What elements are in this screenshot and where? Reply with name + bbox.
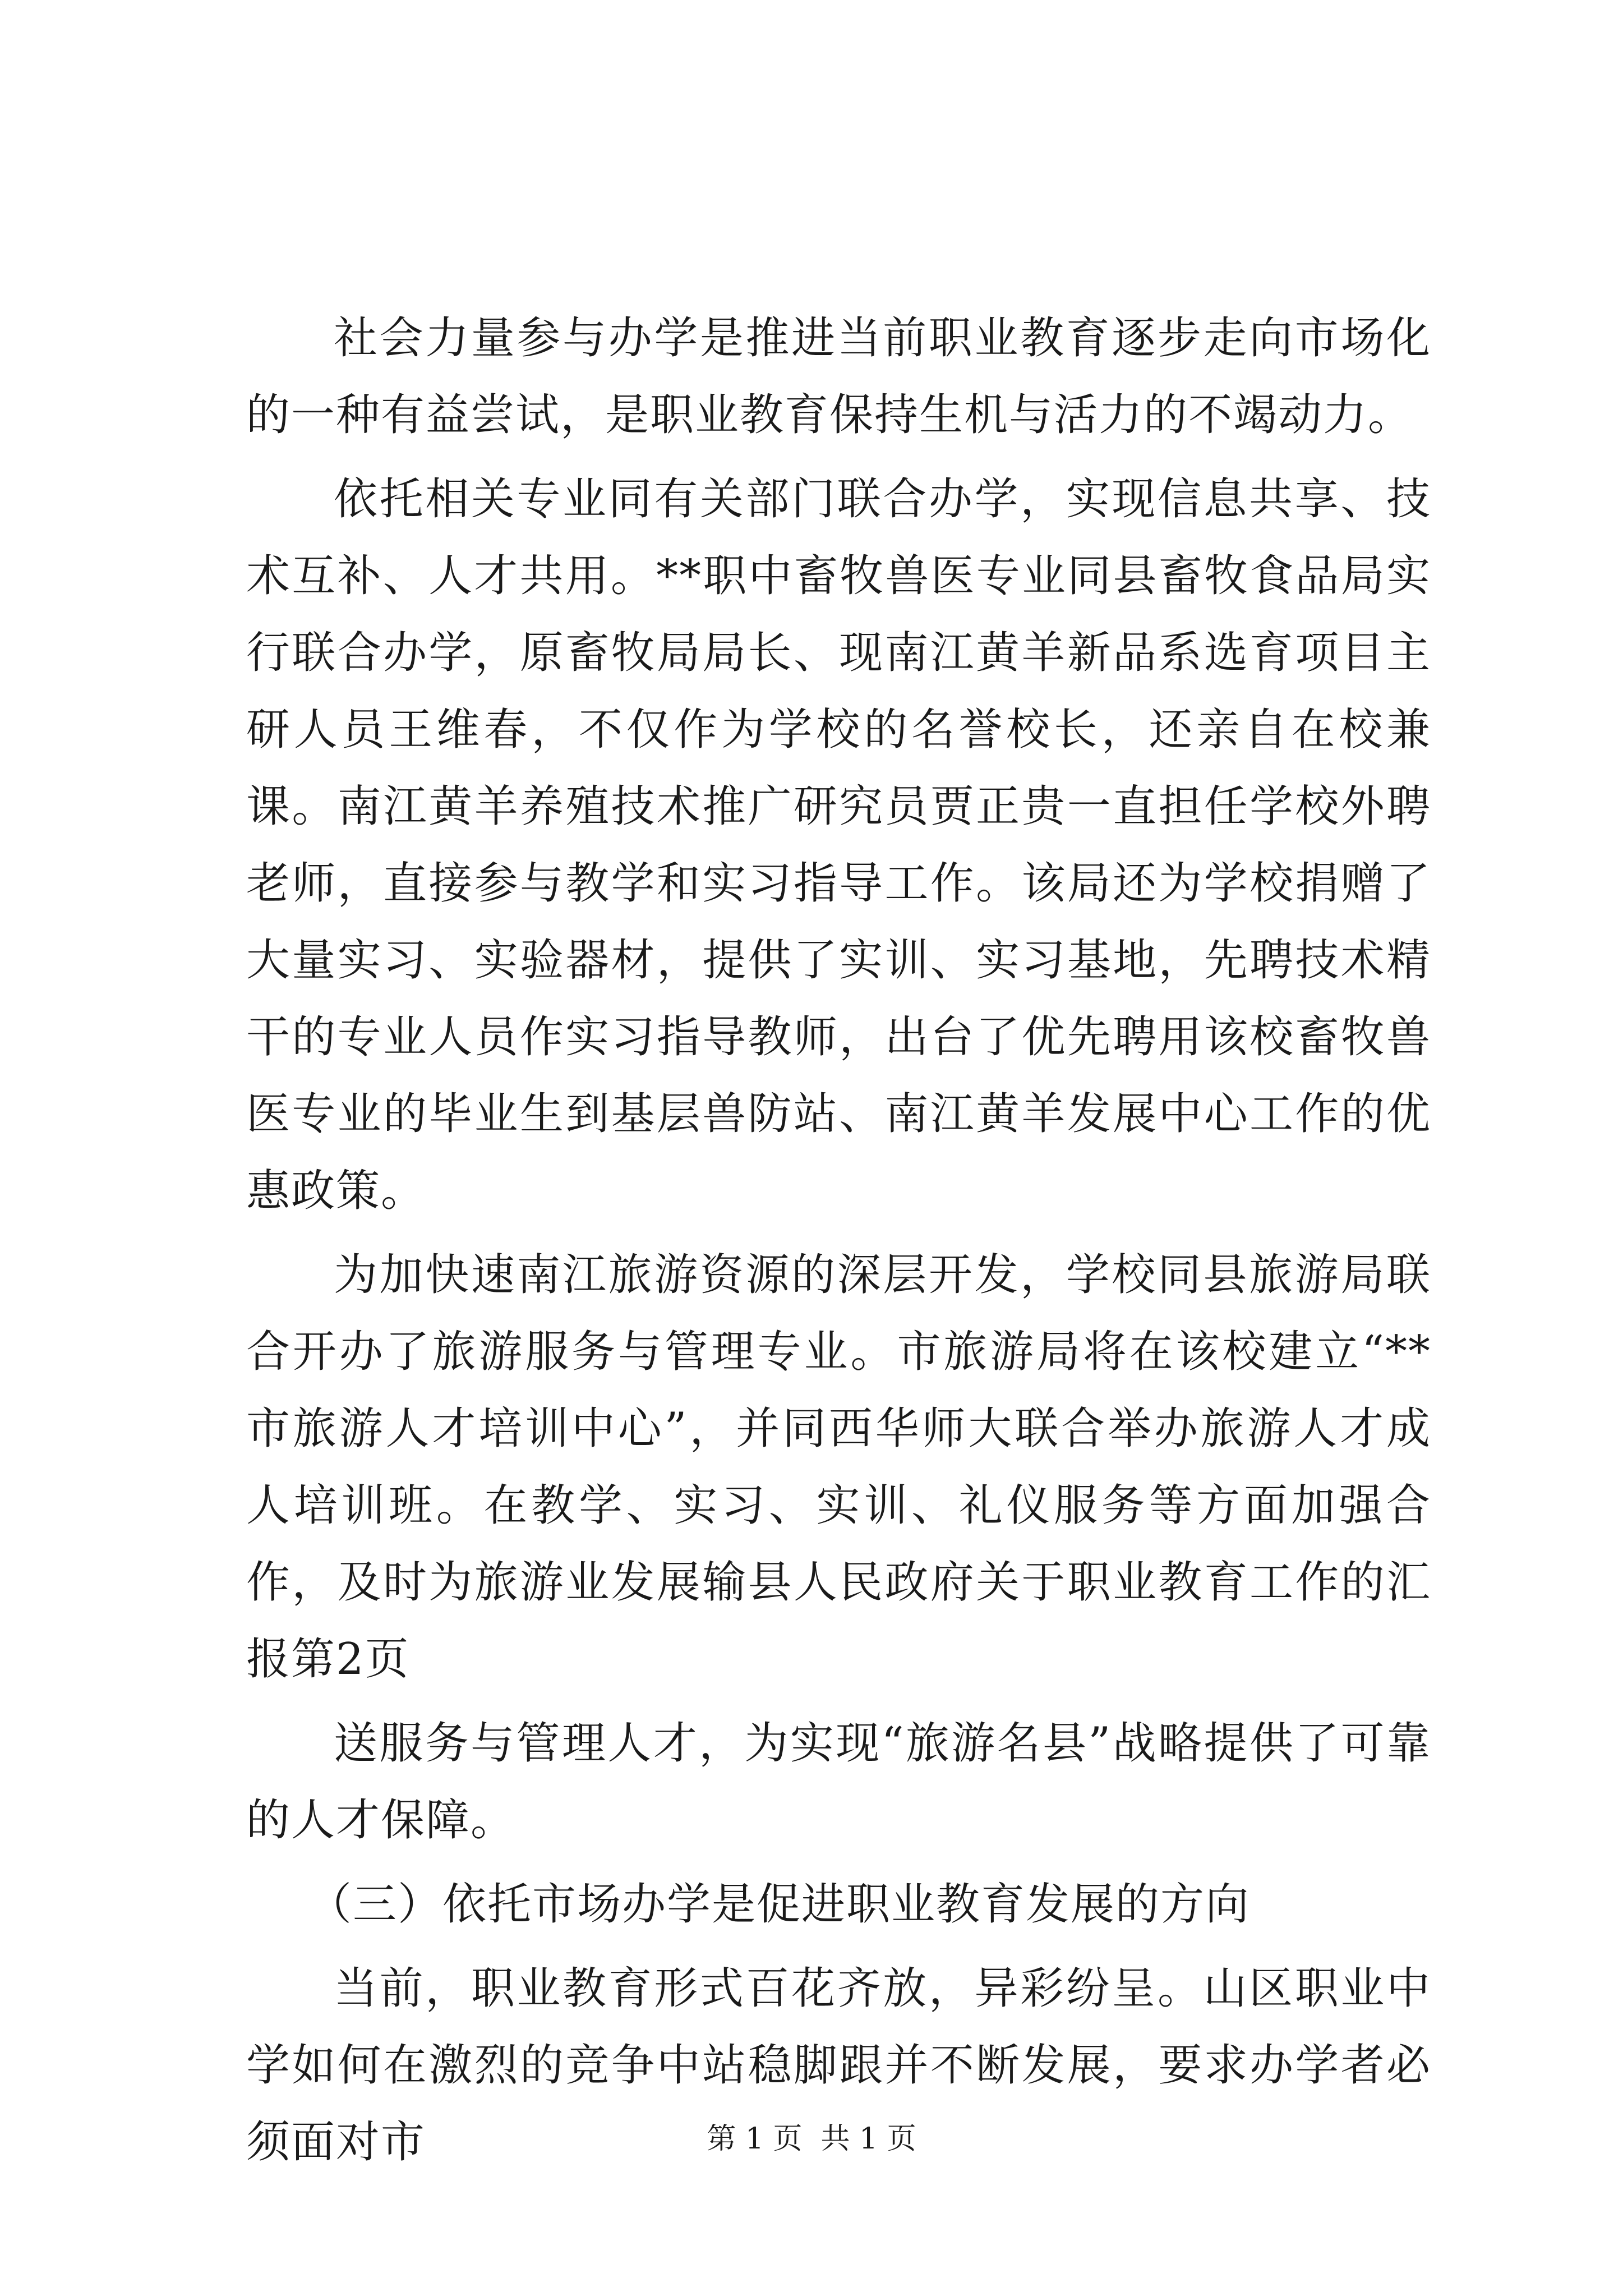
section-heading: （三）依托市场办学是促进职业教育发展的方向 bbox=[308, 1879, 1251, 1930]
paragraph-3: 为加快速南江旅游资源的深层开发，学校同县旅游局联合开办了旅游服务与管理专业。市旅游局将在该校建立“**市旅游人才培训中心”，并同西华师大联合举办旅游人才成人培训班。在教学、实习、实训、礼仪服务等方面加强合作，及时为旅游业发展输县人民政府关于职业教育工作的汇报第2页 bbox=[246, 1250, 1431, 1685]
page-footer: 第 1 页 共 1 页 bbox=[707, 2122, 916, 2156]
document-body bbox=[246, 300, 1431, 2188]
paragraph-5: 当前，职业教育形式百花齐放，异彩纷呈。山区职业中学如何在激烈的竞争中站稳脚跟并不断发展，要求办学者必须面对市 bbox=[246, 1963, 1431, 2168]
paragraph-1: 社会力量参与办学是推进当前职业教育逐步走向市场化的一种有益尝试，是职业教育保持生机与活力的不竭动力。 bbox=[246, 313, 1431, 440]
paragraph-2: 依托相关专业同有关部门联合办学，实现信息共享、技术互补、人才共用。**职中畜牧兽医专业同县畜牧食品局实行联合办学，原畜牧局局长、现南江黄羊新品系选育项目主研人员王维春，不仅作为学校的名誉校长，还亲自在校兼课。南江黄羊养殖技术推广研究员贾正贵一直担任学校外聘老师，直接参与教学和实习指导工作。该局还为学校捐赠了大量实习、实验器材，提供了实训、实习基地，先聘技术精干的专业人员作实习指导教师，出台了优先聘用该校畜牧兽医专业的毕业生到基层兽防站、南江黄羊发展中心工作的优惠政策。 bbox=[246, 474, 1431, 1216]
paragraph-4: 送服务与管理人才，为实现“旅游名县”战略提供了可靠的人才保障。 bbox=[246, 1718, 1431, 1846]
